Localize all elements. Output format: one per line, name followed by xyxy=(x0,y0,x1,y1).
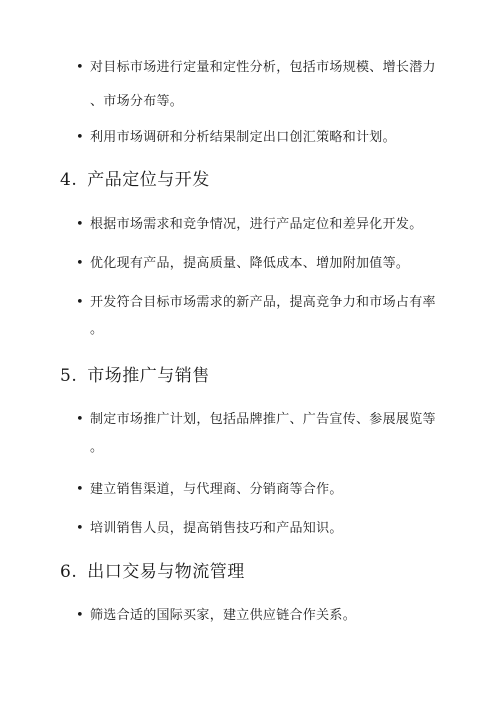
section-number: 6. xyxy=(60,562,78,582)
list-item-line: 利用市场调研和分析结果制定出口创汇策略和计划。 xyxy=(90,130,396,145)
bullet-icon: • xyxy=(76,608,84,623)
list-item-line: 培训销售人员，提高销售技巧和产品知识。 xyxy=(90,521,343,536)
bullet-icon: • xyxy=(76,295,84,310)
list-item-line: 。 xyxy=(90,322,104,337)
list-item-line: 开发符合目标市场需求的新产品，提高竞争力和市场占有率 xyxy=(90,295,436,310)
list-item-line: 根据市场需求和竞争情况，进行产品定位和差异化开发。 xyxy=(90,217,423,232)
section-title: 市场推广与销售 xyxy=(87,366,210,386)
list-item-line: 优化现有产品，提高质量、降低成本、增加附加值等。 xyxy=(90,256,410,271)
bullet-icon: • xyxy=(76,217,84,232)
bullet-icon: • xyxy=(76,412,84,427)
bullet-icon: • xyxy=(76,482,84,497)
list-item-line: 建立销售渠道，与代理商、分销商等合作。 xyxy=(90,482,343,497)
section-heading xyxy=(60,562,245,582)
section-heading xyxy=(60,366,210,386)
list-item-line: 筛选合适的国际买家，建立供应链合作关系。 xyxy=(90,608,357,623)
bullet-icon: • xyxy=(76,60,84,75)
bullet-icon: • xyxy=(76,256,84,271)
list-item-line: 制定市场推广计划，包括品牌推广、广告宣传、参展展览等 xyxy=(90,412,436,427)
section-number: 4. xyxy=(60,170,78,190)
list-item-line: 、市场分布等。 xyxy=(90,94,184,109)
section-title: 产品定位与开发 xyxy=(87,170,210,190)
section-heading xyxy=(60,170,210,190)
list-item-line: 对目标市场进行定量和定性分析，包括市场规模、增长潜力 xyxy=(90,60,436,75)
list-item-line: 。 xyxy=(90,440,104,455)
bullet-icon: • xyxy=(76,130,84,145)
section-title: 出口交易与物流管理 xyxy=(87,562,245,582)
bullet-icon: • xyxy=(76,521,84,536)
section-number: 5. xyxy=(60,366,78,386)
